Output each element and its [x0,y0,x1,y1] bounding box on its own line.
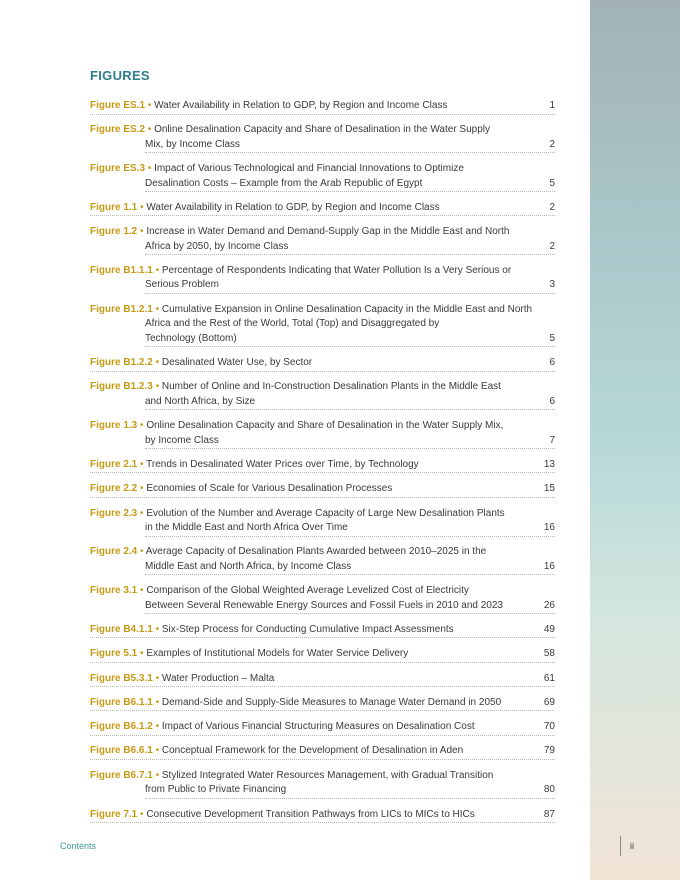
figure-title-lead: Stylized Integrated Water Resources Management, with Gradual Transition [161,769,494,781]
bullet-separator: • [152,381,162,393]
leader-line [145,434,555,450]
figures-list [90,99,555,832]
page-number: 49 [542,623,555,638]
figure-label: Figure 2.3 [90,507,138,519]
page-number: 70 [542,720,555,735]
bullet-separator: • [137,420,147,432]
bullet-separator: • [152,264,162,276]
figure-title: Figure 2.2 • Economies of Scale for Various Desalination Processes [90,483,393,495]
leader-line [90,458,555,474]
toc-entry[interactable] [90,264,555,294]
toc-entry[interactable] [90,303,555,348]
toc-entry[interactable] [90,419,555,449]
figure-title-lead: Comparison of the Global Weighted Average Levelized Cost of Electricity [146,585,469,597]
leader-line [145,177,555,193]
toc-entry[interactable] [90,647,555,663]
toc-entry[interactable] [90,720,555,736]
page-number: 80 [542,783,555,798]
bullet-separator: • [145,100,155,111]
figure-title: Figure B5.3.1 • Water Production – Malta [90,672,275,684]
figure-label: Figure ES.1 [90,100,146,111]
figure-title: Figure B6.6.1 • Conceptual Framework for the Development of Desalination in Aden [90,745,464,757]
leader-line [145,332,555,348]
figure-label: Figure 2.4 [90,546,138,558]
footer-divider [620,836,621,856]
figure-title-lead: Percentage of Respondents Indicating that Water Pollution Is a Very Serious or [161,264,512,276]
leader-line [90,808,555,824]
toc-entry[interactable] [90,201,555,217]
figure-label: Figure B6.6.1 [90,745,153,757]
figure-label: Figure 2.1 [90,458,138,470]
figure-label: Figure 2.2 [90,483,138,495]
toc-entry[interactable] [90,623,555,639]
figure-title: Desalination Costs – Example from the Arab Republic of Egypt [145,177,423,189]
leader-line [90,623,555,639]
figure-label: Figure B5.3.1 [90,672,153,684]
page-number: 6 [547,356,555,371]
figure-title: Figure 1.1 • Water Availability in Relation to GDP, by Region and Income Class [90,201,440,213]
page-number: 3 [547,278,555,293]
contents-link[interactable]: Contents [60,841,97,851]
figure-label: Figure B1.1.1 [90,264,153,276]
leader-line [90,647,555,663]
figure-title: Figure B6.1.1 • Demand-Side and Supply-Side Measures to Manage Water Demand in 2050 [90,696,502,708]
page-number: 7 [547,434,555,449]
page-number: 5 [547,332,555,347]
figure-label: Figure B1.2.1 [90,303,153,315]
figure-title: Figure B4.1.1 • Six-Step Process for Conducting Cumulative Impact Assessments [90,623,454,635]
bullet-separator: • [152,672,162,684]
page-number: 15 [542,482,555,497]
section-title: FIGURES [90,68,150,83]
toc-entry[interactable] [90,162,555,192]
figure-title: Figure ES.1 • Water Availability in Relation to GDP, by Region and Income Class [90,100,448,111]
leader-line [90,696,555,712]
figure-title: Figure 7.1 • Consecutive Development Transition Pathways from LICs to MICs to HICs [90,808,475,820]
figure-title: from Public to Private Financing [145,784,287,796]
figure-label: Figure 1.1 [90,201,138,213]
figure-title-lead: Average Capacity of Desalination Plants Awarded between 2010–2025 in the [145,546,487,558]
toc-entry[interactable] [90,458,555,474]
figure-title: in the Middle East and North Africa Over Time [145,522,348,534]
page-number: 13 [542,458,555,473]
figure-title-lead: Impact of Various Technological and Financial Innovations to Optimize [154,163,464,175]
figure-title: Africa by 2050, by Income Class [145,240,289,252]
figure-title-lead: Online Desalination Capacity and Share of Desalination in the Water Supply [154,124,491,136]
leader-line [145,138,555,154]
figure-label: Figure 3.1 [90,585,138,597]
leader-line [145,278,555,294]
page-number: 26 [542,599,555,614]
figure-title: Technology (Bottom) [145,332,237,344]
figure-title-lead: Increase in Water Demand and Demand-Supply Gap in the Middle East and North [146,226,510,238]
bullet-separator: • [145,163,155,175]
figure-title: Mix, by Income Class [145,138,241,150]
toc-entry[interactable] [90,356,555,372]
page-number: 16 [542,560,555,575]
page-number: 16 [542,521,555,536]
figure-title-lead: Online Desalination Capacity and Share of Desalination in the Water Supply Mix, [146,420,504,432]
figure-title: Serious Problem [145,279,219,291]
page-number: 1 [547,99,555,114]
figure-label: Figure B6.1.2 [90,721,153,733]
leader-line [90,720,555,736]
toc-entry[interactable] [90,545,555,575]
toc-entry[interactable] [90,99,555,115]
footer-page-number: ii [630,841,634,851]
figure-label: Figure B1.2.3 [90,381,153,393]
page-number: 79 [542,744,555,759]
figure-title: Between Several Renewable Energy Sources and Fossil Fuels in 2010 and 2023 [145,599,503,611]
bullet-separator: • [152,769,162,781]
bullet-separator: • [152,303,162,315]
bullet-separator: • [137,648,147,660]
leader-line [145,521,555,537]
leader-line [90,672,555,688]
leader-line [90,99,555,115]
figure-label: Figure 5.1 [90,648,138,660]
page-number: 2 [547,201,555,216]
bullet-separator: • [152,721,162,733]
figure-title: Figure B6.1.2 • Impact of Various Financial Structuring Measures on Desalination Cost [90,721,475,733]
leader-line [90,356,555,372]
toc-entry[interactable] [90,808,555,824]
bullet-separator: • [137,458,147,470]
bullet-separator: • [152,696,162,708]
figure-title-lead: Cumulative Expansion in Online Desalination Capacity in the Middle East and North Africa and the Rest of the World, Total (Top) and Disaggregated by [145,303,533,330]
toc-entry[interactable] [90,507,555,537]
bullet-separator: • [145,124,155,136]
leader-line [90,744,555,760]
figure-label: Figure 1.3 [90,420,138,432]
figure-title: Middle East and North Africa, by Income Class [145,560,352,572]
page-number: 6 [547,395,555,410]
bullet-separator: • [137,483,147,495]
figure-label: Figure 1.2 [90,226,138,238]
figure-label: Figure ES.3 [90,163,146,175]
bullet-separator: • [137,226,147,238]
page-number: 2 [547,240,555,255]
toc-entry[interactable] [90,482,555,498]
bullet-separator: • [152,357,162,369]
toc-entry[interactable] [90,123,555,153]
bullet-separator: • [137,546,146,558]
figure-label: Figure B6.1.1 [90,696,153,708]
leader-line [145,240,555,256]
toc-entry[interactable] [90,380,555,410]
page-number: 2 [547,138,555,153]
bullet-separator: • [152,623,162,635]
figure-label: Figure B1.2.2 [90,357,153,369]
bullet-separator: • [137,201,147,213]
figure-title: by Income Class [145,434,219,446]
bullet-separator: • [137,585,147,597]
bullet-separator: • [137,808,147,820]
toc-entry[interactable] [90,225,555,255]
leader-line [90,482,555,498]
figure-title-lead: Number of Online and In-Construction Desalination Plants in the Middle East [161,381,501,393]
figure-title-lead: Evolution of the Number and Average Capacity of Large New Desalination Plants [146,507,505,519]
toc-entry[interactable] [90,672,555,688]
page-number: 69 [542,696,555,711]
bullet-separator: • [137,507,147,519]
figure-title: Figure 5.1 • Examples of Institutional Models for Water Service Delivery [90,648,409,660]
decorative-side-band [590,0,680,880]
leader-line [145,560,555,576]
toc-entry[interactable] [90,769,555,799]
figure-label: Figure ES.2 [90,124,146,136]
page-number: 87 [542,808,555,823]
leader-line [145,395,555,411]
toc-entry[interactable] [90,744,555,760]
figure-label: Figure B4.1.1 [90,623,153,635]
bullet-separator: • [152,745,162,757]
figure-label: Figure B6.7.1 [90,769,153,781]
page-number: 5 [547,177,555,192]
toc-entry[interactable] [90,584,555,614]
leader-line [145,783,555,799]
figure-title: Figure 2.1 • Trends in Desalinated Water Prices over Time, by Technology [90,458,419,470]
figure-label: Figure 7.1 [90,808,138,820]
leader-line [90,201,555,217]
figure-title: and North Africa, by Size [145,395,256,407]
leader-line [145,599,555,615]
figure-title: Figure B1.2.2 • Desalinated Water Use, by Sector [90,357,313,369]
toc-entry[interactable] [90,696,555,712]
page-number: 58 [542,647,555,662]
page-number: 61 [542,672,555,687]
